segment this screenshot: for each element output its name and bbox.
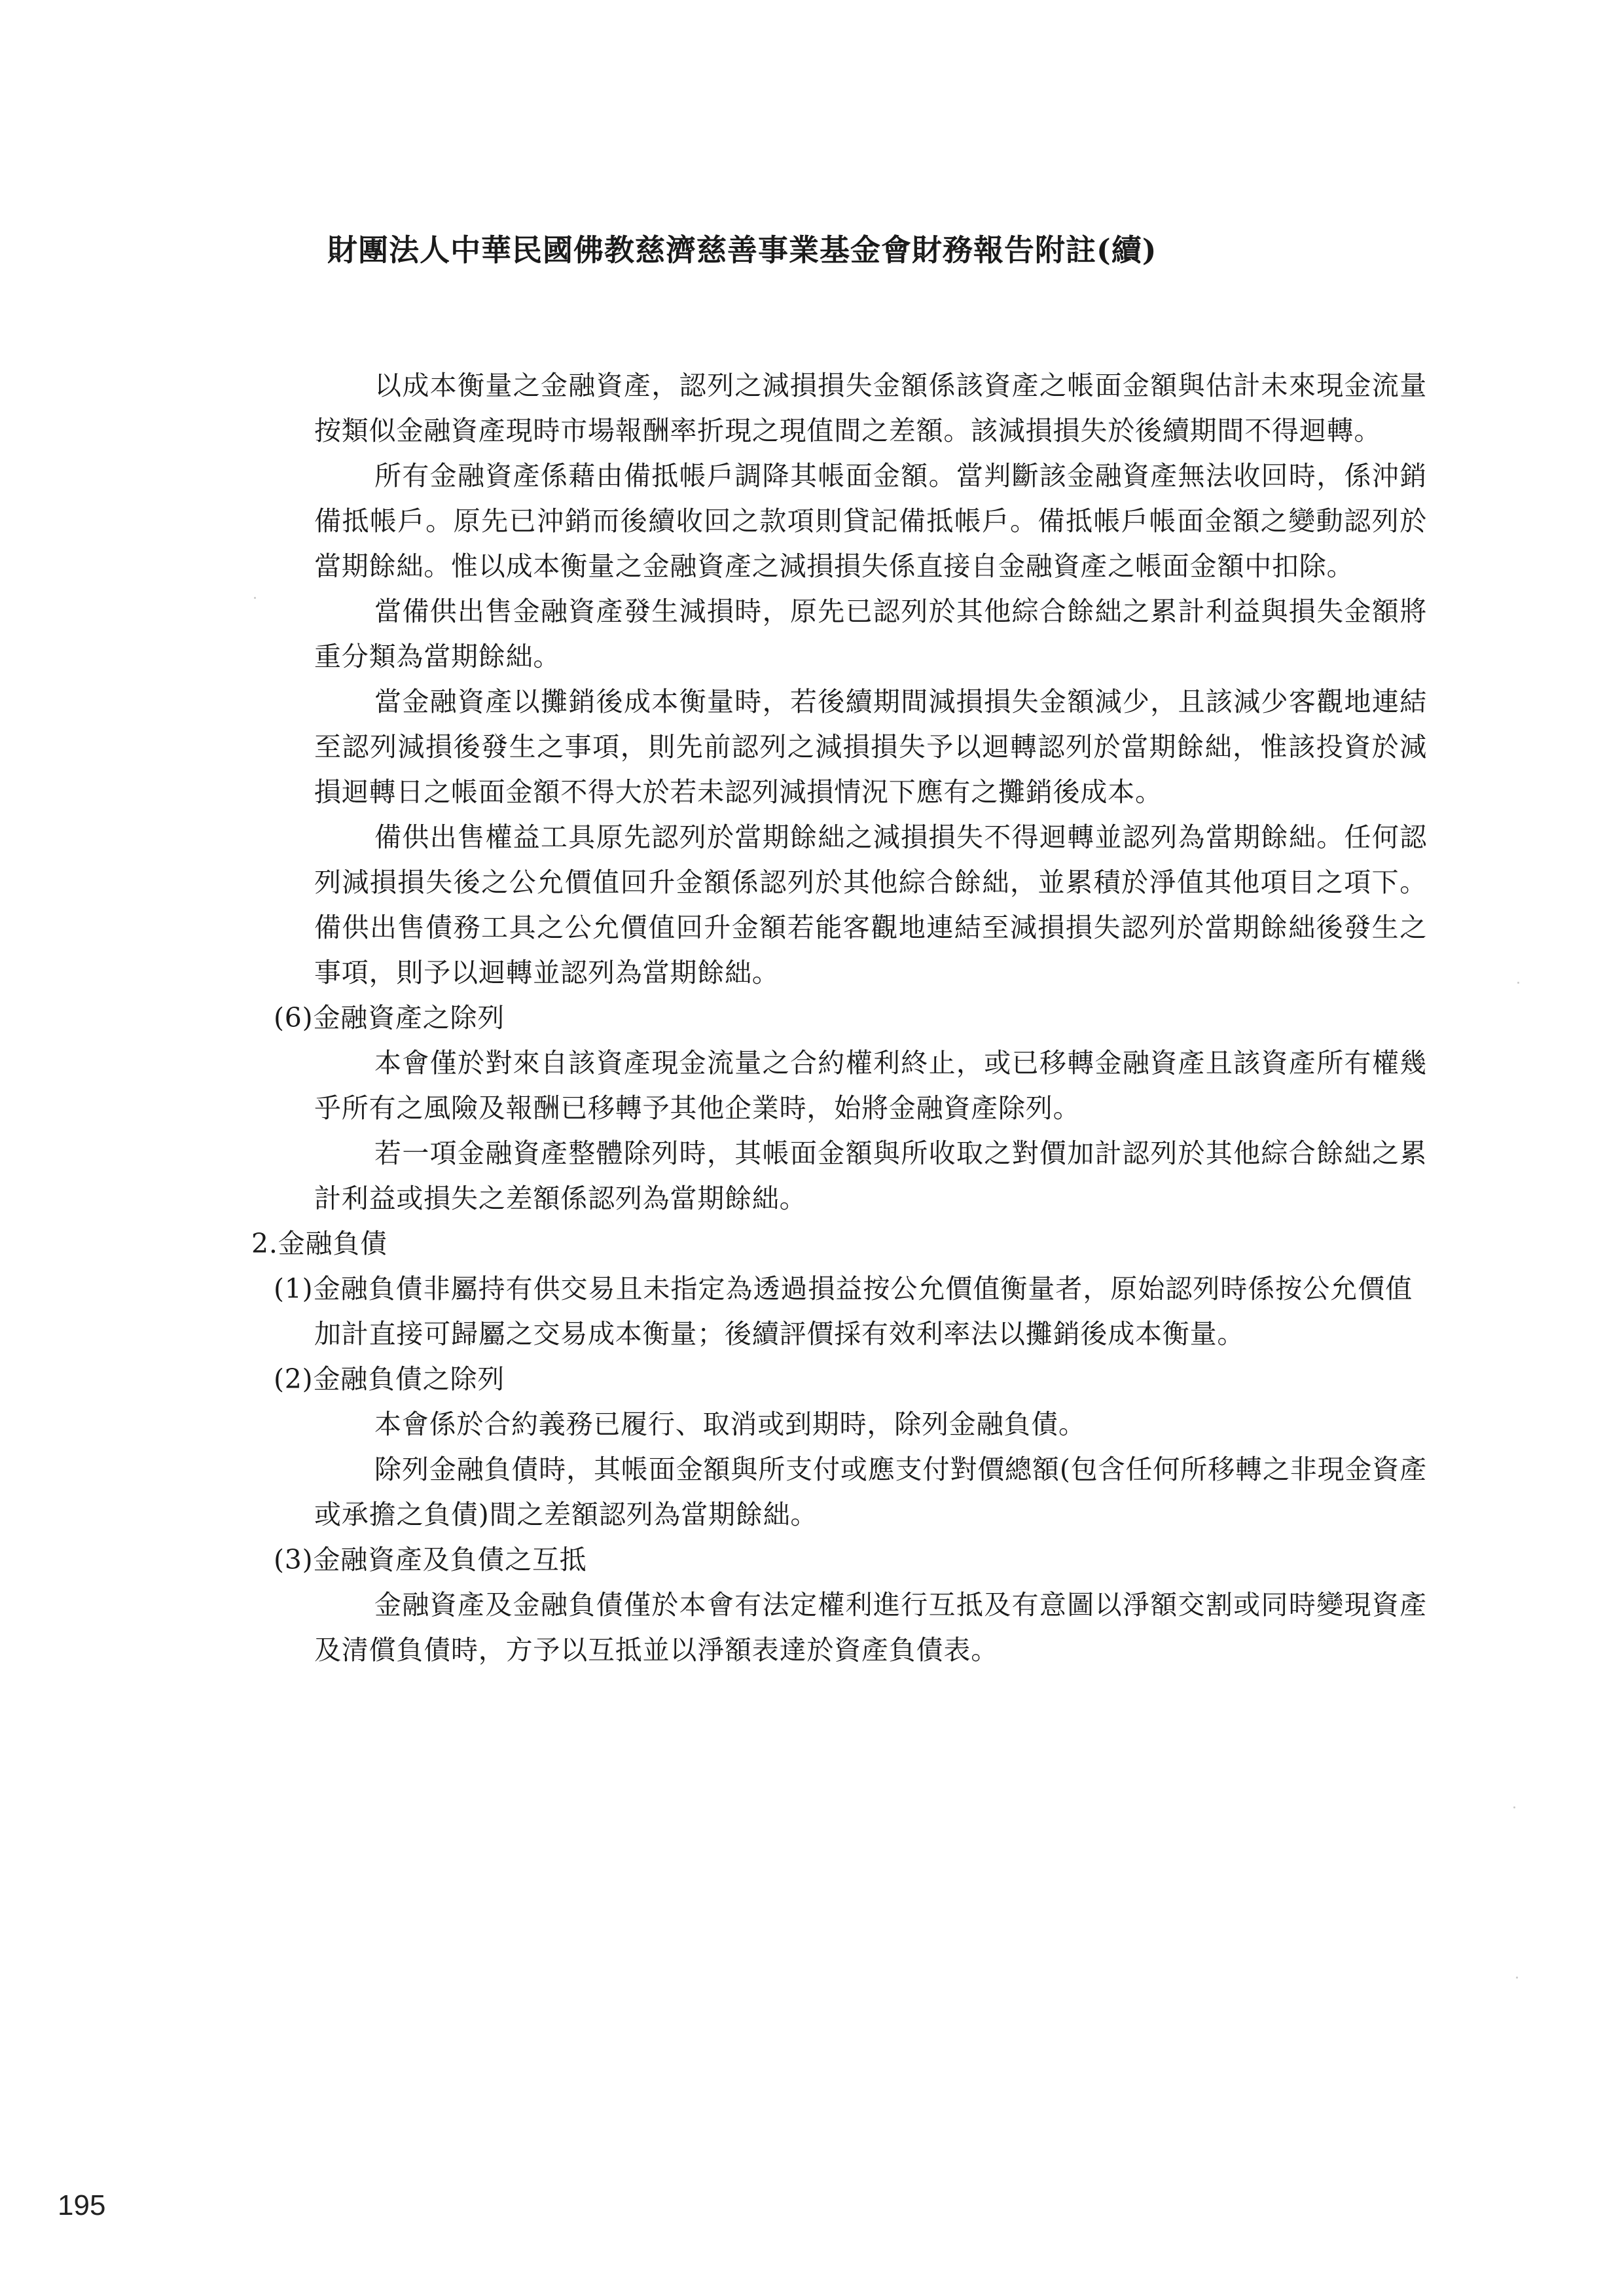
paragraph-allowance-account: 所有金融資產係藉由備抵帳戶調降其帳面金額。當判斷該金融資產無法收回時，係沖銷備抵帳戶。原先已沖銷而後續收回之款項則貸記備抵帳戶。備抵帳戶帳面金額之變動認列於當期餘絀。惟以成本衡量之金融資產之減損損失係直接自金融資產之帳面金額中扣除。 — [314, 460, 1427, 582]
paragraph-derecognition-assets-1: 本會僅於對來自該資產現金流量之合約權利終止，或已移轉金融資產且該資產所有權幾乎所有之風險及報酬已移轉予其他企業時，始將金融資產除列。 — [314, 1047, 1427, 1124]
paragraph-offsetting: 金融資產及金融負債僅於本會有法定權利進行互抵及有意圖以淨額交割或同時變現資產及清償負債時，方予以互抵並以淨額表達於資產負債表。 — [314, 1589, 1427, 1666]
scan-speck — [1513, 1806, 1515, 1808]
page-title: 財團法人中華民國佛教慈濟慈善事業基金會財務報告附註(續) — [327, 232, 1157, 268]
section-heading-derecognition-liabilities: (2)金融負債之除列 — [274, 1363, 505, 1395]
section-heading-financial-liabilities: 2.金融負債 — [251, 1228, 388, 1259]
document-body — [0, 363, 1624, 1673]
item-liabilities-measurement: (1)金融負債非屬持有供交易且未指定為透過損益按公允價值衡量者，原始認列時係按公允價值加計直接可歸屬之交易成本衡量；後續評價採有效利率法以攤銷後成本衡量。 — [274, 1273, 1413, 1350]
paragraph-derecognition-liabilities-2: 除列金融負債時，其帳面金額與所支付或應支付對價總額(包含任何所移轉之非現金資產或承擔之負債)間之差額認列為當期餘絀。 — [314, 1454, 1427, 1530]
scan-speck — [1517, 982, 1519, 984]
paragraph-available-for-sale-impairment: 當備供出售金融資產發生減損時，原先已認列於其他綜合餘絀之累計利益與損失金額將重分類為當期餘絀。 — [314, 596, 1427, 672]
section-heading-offsetting: (3)金融資產及負債之互抵 — [274, 1544, 587, 1575]
scan-speck — [254, 597, 256, 599]
paragraph-equity-instrument-reversal: 備供出售權益工具原先認列於當期餘絀之減損損失不得迴轉並認列為當期餘絀。任何認列減損損失後之公允價值回升金額係認列於其他綜合餘絀，並累積於淨值其他項目之項下。備供出售債務工具之公允價值回升金額若能客觀地連結至減損損失認列於當期餘絀後發生之事項，則予以迴轉並認列為當期餘絀。 — [314, 821, 1427, 988]
paragraph-derecognition-liabilities-1: 本會係於合約義務已履行、取消或到期時，除列金融負債。 — [374, 1408, 1086, 1440]
section-heading-derecognition-assets: (6)金融資產之除列 — [274, 1002, 505, 1033]
scan-speck — [1516, 1977, 1518, 1979]
paragraph-derecognition-assets-2: 若一項金融資產整體除列時，其帳面金額與所收取之對價加計認列於其他綜合餘絀之累計利益或損失之差額係認列為當期餘絀。 — [314, 1138, 1427, 1214]
paragraph-impairment-cost: 以成本衡量之金融資產，認列之減損損失金額係該資產之帳面金額與估計未來現金流量按類似金融資產現時市場報酬率折現之現值間之差額。該減損損失於後續期間不得迴轉。 — [314, 370, 1427, 446]
page-number: 195 — [58, 2189, 106, 2221]
paragraph-amortized-cost-reversal: 當金融資產以攤銷後成本衡量時，若後續期間減損損失金額減少，且該減少客觀地連結至認列減損後發生之事項，則先前認列之減損損失予以迴轉認列於當期餘絀，惟該投資於減損迴轉日之帳面金額不得大於若未認列減損情況下應有之攤銷後成本。 — [314, 686, 1427, 808]
